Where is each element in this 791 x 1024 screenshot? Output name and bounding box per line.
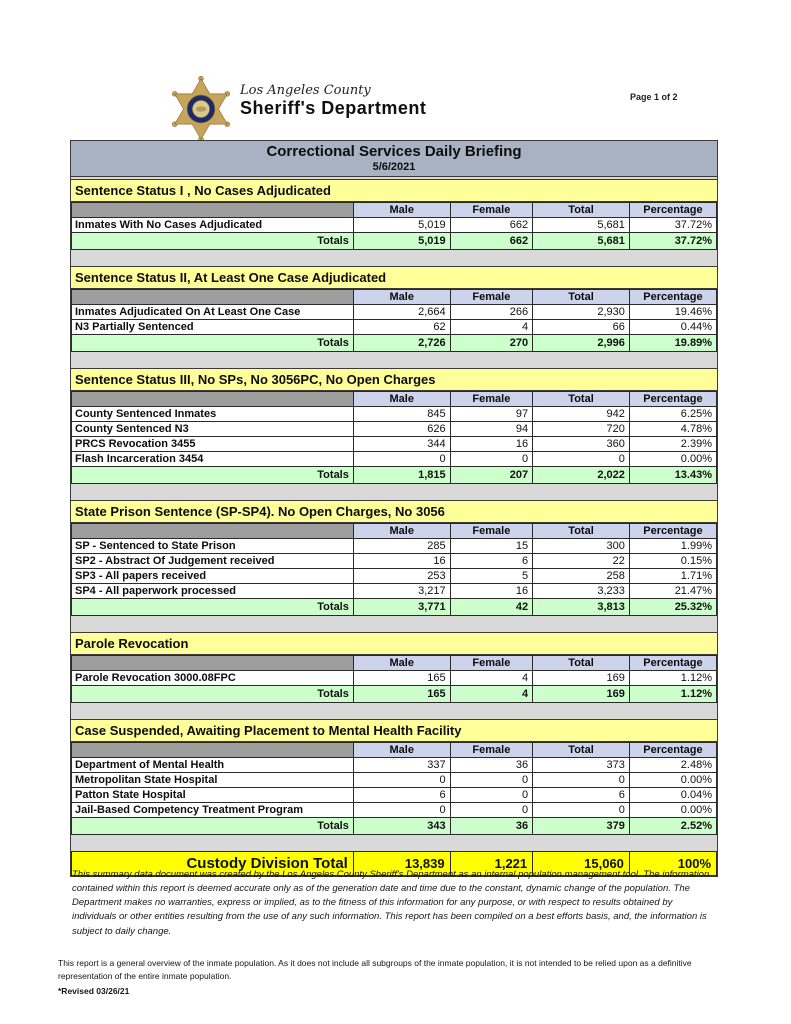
totals-label: Totals	[72, 599, 354, 616]
section-table	[71, 289, 717, 352]
grand-total-pct: 100%	[629, 852, 716, 876]
column-header: Male	[353, 203, 450, 218]
totals-pct: 25.32%	[629, 599, 716, 616]
column-header: Male	[353, 392, 450, 407]
cell-female: 0	[450, 452, 533, 467]
grand-total-label: Custody Division Total	[72, 852, 354, 876]
table-row	[72, 773, 717, 788]
totals-total: 3,813	[533, 599, 630, 616]
row-label: Parole Revocation 3000.08FPC	[72, 671, 354, 686]
column-header: Percentage	[629, 290, 716, 305]
cell-total: 6	[533, 788, 630, 803]
column-header-spacer	[72, 203, 354, 218]
cell-pct: 0.04%	[629, 788, 716, 803]
cell-male: 2,664	[353, 305, 450, 320]
column-header-row	[72, 524, 717, 539]
totals-row	[72, 335, 717, 352]
cell-female: 36	[450, 758, 533, 773]
cell-total: 3,233	[533, 584, 630, 599]
column-header-spacer	[72, 656, 354, 671]
cell-female: 15	[450, 539, 533, 554]
table-row	[72, 539, 717, 554]
table-row	[72, 407, 717, 422]
row-label: SP4 - All paperwork processed	[72, 584, 354, 599]
column-header: Total	[533, 656, 630, 671]
totals-pct: 37.72%	[629, 233, 716, 250]
row-label: County Sentenced N3	[72, 422, 354, 437]
table-row	[72, 758, 717, 773]
cell-female: 16	[450, 584, 533, 599]
cell-pct: 2.39%	[629, 437, 716, 452]
totals-male: 343	[353, 818, 450, 835]
section-table	[71, 655, 717, 703]
row-label: Flash Incarceration 3454	[72, 452, 354, 467]
revised-date: *Revised 03/26/21	[58, 985, 130, 996]
cell-male: 6	[353, 788, 450, 803]
cell-female: 4	[450, 671, 533, 686]
agency-name	[240, 84, 426, 118]
column-header: Percentage	[629, 524, 716, 539]
report-title: Correctional Services Daily Briefing	[266, 143, 522, 160]
cell-pct: 1.99%	[629, 539, 716, 554]
cell-total: 258	[533, 569, 630, 584]
cell-male: 337	[353, 758, 450, 773]
sheriff-badge-icon	[168, 76, 234, 142]
cell-pct: 2.48%	[629, 758, 716, 773]
report-section	[71, 500, 717, 616]
table-row	[72, 305, 717, 320]
row-label: PRCS Revocation 3455	[72, 437, 354, 452]
table-row	[72, 803, 717, 818]
grand-total-total: 15,060	[533, 852, 630, 876]
cell-pct: 21.47%	[629, 584, 716, 599]
totals-row	[72, 467, 717, 484]
column-header: Percentage	[629, 392, 716, 407]
section-table	[71, 391, 717, 484]
column-header: Total	[533, 743, 630, 758]
column-header-row	[72, 656, 717, 671]
cell-male: 3,217	[353, 584, 450, 599]
cell-pct: 19.46%	[629, 305, 716, 320]
totals-pct: 2.52%	[629, 818, 716, 835]
column-header: Total	[533, 392, 630, 407]
section-title: Case Suspended, Awaiting Placement to Mental Health Facility	[71, 719, 717, 742]
cell-male: 0	[353, 452, 450, 467]
totals-row	[72, 233, 717, 250]
totals-female: 662	[450, 233, 533, 250]
column-header-row	[72, 203, 717, 218]
row-label: SP3 - All papers received	[72, 569, 354, 584]
totals-male: 3,771	[353, 599, 450, 616]
column-header: Female	[450, 743, 533, 758]
column-header-spacer	[72, 524, 354, 539]
cell-total: 373	[533, 758, 630, 773]
table-row	[72, 788, 717, 803]
cell-male: 285	[353, 539, 450, 554]
cell-female: 0	[450, 773, 533, 788]
column-header: Female	[450, 524, 533, 539]
column-header: Percentage	[629, 656, 716, 671]
cell-female: 0	[450, 803, 533, 818]
report-section	[71, 179, 717, 250]
report-titlebar	[71, 141, 717, 177]
row-label: SP - Sentenced to State Prison	[72, 539, 354, 554]
cell-total: 0	[533, 452, 630, 467]
cell-pct: 0.15%	[629, 554, 716, 569]
column-header-row	[72, 392, 717, 407]
section-table	[71, 523, 717, 616]
report-section	[71, 632, 717, 703]
totals-label: Totals	[72, 233, 354, 250]
totals-male: 2,726	[353, 335, 450, 352]
page-number: Page 1 of 2	[630, 92, 678, 102]
cell-pct: 0.44%	[629, 320, 716, 335]
report-section	[71, 266, 717, 352]
column-header: Male	[353, 290, 450, 305]
totals-pct: 13.43%	[629, 467, 716, 484]
table-row	[72, 218, 717, 233]
row-label: SP2 - Abstract Of Judgement received	[72, 554, 354, 569]
column-header: Male	[353, 743, 450, 758]
report-date: 5/6/2021	[372, 161, 416, 173]
totals-label: Totals	[72, 335, 354, 352]
totals-female: 36	[450, 818, 533, 835]
totals-female: 270	[450, 335, 533, 352]
column-header-spacer	[72, 743, 354, 758]
cell-total: 360	[533, 437, 630, 452]
cell-total: 2,930	[533, 305, 630, 320]
cell-pct: 1.71%	[629, 569, 716, 584]
disclaimer-text: This summary data document was created by the Los Angeles County Sheriff's Department as an internal population management tool. The information contained within this report is deemed accurate only as of the generation date and time due to the constant, dynamic change of the population. The Department makes no warranties, express or implied, as to the fitness of this information for any purpose, or with respect to results obtained by individuals or other entities resulting from the use of any such information. This report has been compiled on a best efforts basis, and, the information is subject to daily change.	[72, 868, 710, 937]
table-row	[72, 569, 717, 584]
section-title: Sentence Status II, At Least One Case Adjudicated	[71, 266, 717, 289]
cell-total: 720	[533, 422, 630, 437]
cell-female: 94	[450, 422, 533, 437]
column-header: Percentage	[629, 743, 716, 758]
section-title: Sentence Status III, No SPs, No 3056PC, No Open Charges	[71, 368, 717, 391]
row-label: Metropolitan State Hospital	[72, 773, 354, 788]
cell-female: 6	[450, 554, 533, 569]
cell-pct: 1.12%	[629, 671, 716, 686]
cell-male: 253	[353, 569, 450, 584]
column-header-spacer	[72, 290, 354, 305]
agency-department: Sheriff's Department	[240, 97, 427, 118]
cell-pct: 0.00%	[629, 803, 716, 818]
section-title: State Prison Sentence (SP-SP4). No Open Charges, No 3056	[71, 500, 717, 523]
column-header: Male	[353, 524, 450, 539]
section-title: Parole Revocation	[71, 632, 717, 655]
totals-female: 207	[450, 467, 533, 484]
column-header: Female	[450, 656, 533, 671]
report-section	[71, 368, 717, 484]
cell-total: 300	[533, 539, 630, 554]
column-header-row	[72, 290, 717, 305]
totals-pct: 19.89%	[629, 335, 716, 352]
cell-female: 4	[450, 320, 533, 335]
row-label: N3 Partially Sentenced	[72, 320, 354, 335]
column-header-spacer	[72, 392, 354, 407]
cell-total: 5,681	[533, 218, 630, 233]
column-header: Percentage	[629, 203, 716, 218]
cell-pct: 4.78%	[629, 422, 716, 437]
cell-male: 5,019	[353, 218, 450, 233]
column-header-row	[72, 743, 717, 758]
cell-total: 22	[533, 554, 630, 569]
column-header: Total	[533, 290, 630, 305]
totals-total: 379	[533, 818, 630, 835]
table-row	[72, 320, 717, 335]
cell-male: 0	[353, 773, 450, 788]
cell-female: 5	[450, 569, 533, 584]
totals-label: Totals	[72, 818, 354, 835]
cell-male: 626	[353, 422, 450, 437]
cell-female: 97	[450, 407, 533, 422]
cell-male: 62	[353, 320, 450, 335]
cell-pct: 37.72%	[629, 218, 716, 233]
grand-total-female: 1,221	[450, 852, 533, 876]
footnote-text: This report is a general overview of the inmate population. As it does not include all subgroups of the inmate population, it is not intended to be relied upon as a definitive representation of the entire inmate population.	[58, 957, 692, 981]
totals-row	[72, 686, 717, 703]
cell-pct: 0.00%	[629, 452, 716, 467]
table-row	[72, 452, 717, 467]
cell-male: 845	[353, 407, 450, 422]
cell-pct: 0.00%	[629, 773, 716, 788]
column-header: Total	[533, 203, 630, 218]
cell-female: 0	[450, 788, 533, 803]
report-sections	[71, 179, 717, 835]
totals-male: 1,815	[353, 467, 450, 484]
table-row	[72, 437, 717, 452]
cell-female: 16	[450, 437, 533, 452]
cell-male: 0	[353, 803, 450, 818]
table-row	[72, 584, 717, 599]
cell-male: 344	[353, 437, 450, 452]
report-body	[70, 140, 718, 877]
grand-total-male: 13,839	[353, 852, 450, 876]
totals-male: 165	[353, 686, 450, 703]
totals-female: 4	[450, 686, 533, 703]
report-section	[71, 719, 717, 835]
cell-pct: 6.25%	[629, 407, 716, 422]
totals-total: 5,681	[533, 233, 630, 250]
cell-male: 165	[353, 671, 450, 686]
row-label: Patton State Hospital	[72, 788, 354, 803]
row-label: County Sentenced Inmates	[72, 407, 354, 422]
row-label: Inmates With No Cases Adjudicated	[72, 218, 354, 233]
totals-total: 2,996	[533, 335, 630, 352]
totals-total: 2,022	[533, 467, 630, 484]
cell-total: 66	[533, 320, 630, 335]
cell-total: 0	[533, 803, 630, 818]
cell-total: 169	[533, 671, 630, 686]
cell-total: 942	[533, 407, 630, 422]
section-table	[71, 202, 717, 250]
row-label: Inmates Adjudicated On At Least One Case	[72, 305, 354, 320]
cell-female: 662	[450, 218, 533, 233]
totals-label: Totals	[72, 686, 354, 703]
table-row	[72, 671, 717, 686]
section-title: Sentence Status I , No Cases Adjudicated	[71, 179, 717, 202]
agency-county: Los Angeles County	[240, 83, 371, 98]
cell-total: 0	[533, 773, 630, 788]
column-header: Male	[353, 656, 450, 671]
totals-total: 169	[533, 686, 630, 703]
table-row	[72, 422, 717, 437]
totals-male: 5,019	[353, 233, 450, 250]
column-header: Female	[450, 203, 533, 218]
totals-pct: 1.12%	[629, 686, 716, 703]
totals-label: Totals	[72, 467, 354, 484]
column-header: Female	[450, 290, 533, 305]
totals-row	[72, 599, 717, 616]
totals-female: 42	[450, 599, 533, 616]
cell-male: 16	[353, 554, 450, 569]
totals-row	[72, 818, 717, 835]
column-header: Female	[450, 392, 533, 407]
section-table	[71, 742, 717, 835]
column-header: Total	[533, 524, 630, 539]
row-label: Department of Mental Health	[72, 758, 354, 773]
cell-female: 266	[450, 305, 533, 320]
table-row	[72, 554, 717, 569]
row-label: Jail-Based Competency Treatment Program	[72, 803, 354, 818]
